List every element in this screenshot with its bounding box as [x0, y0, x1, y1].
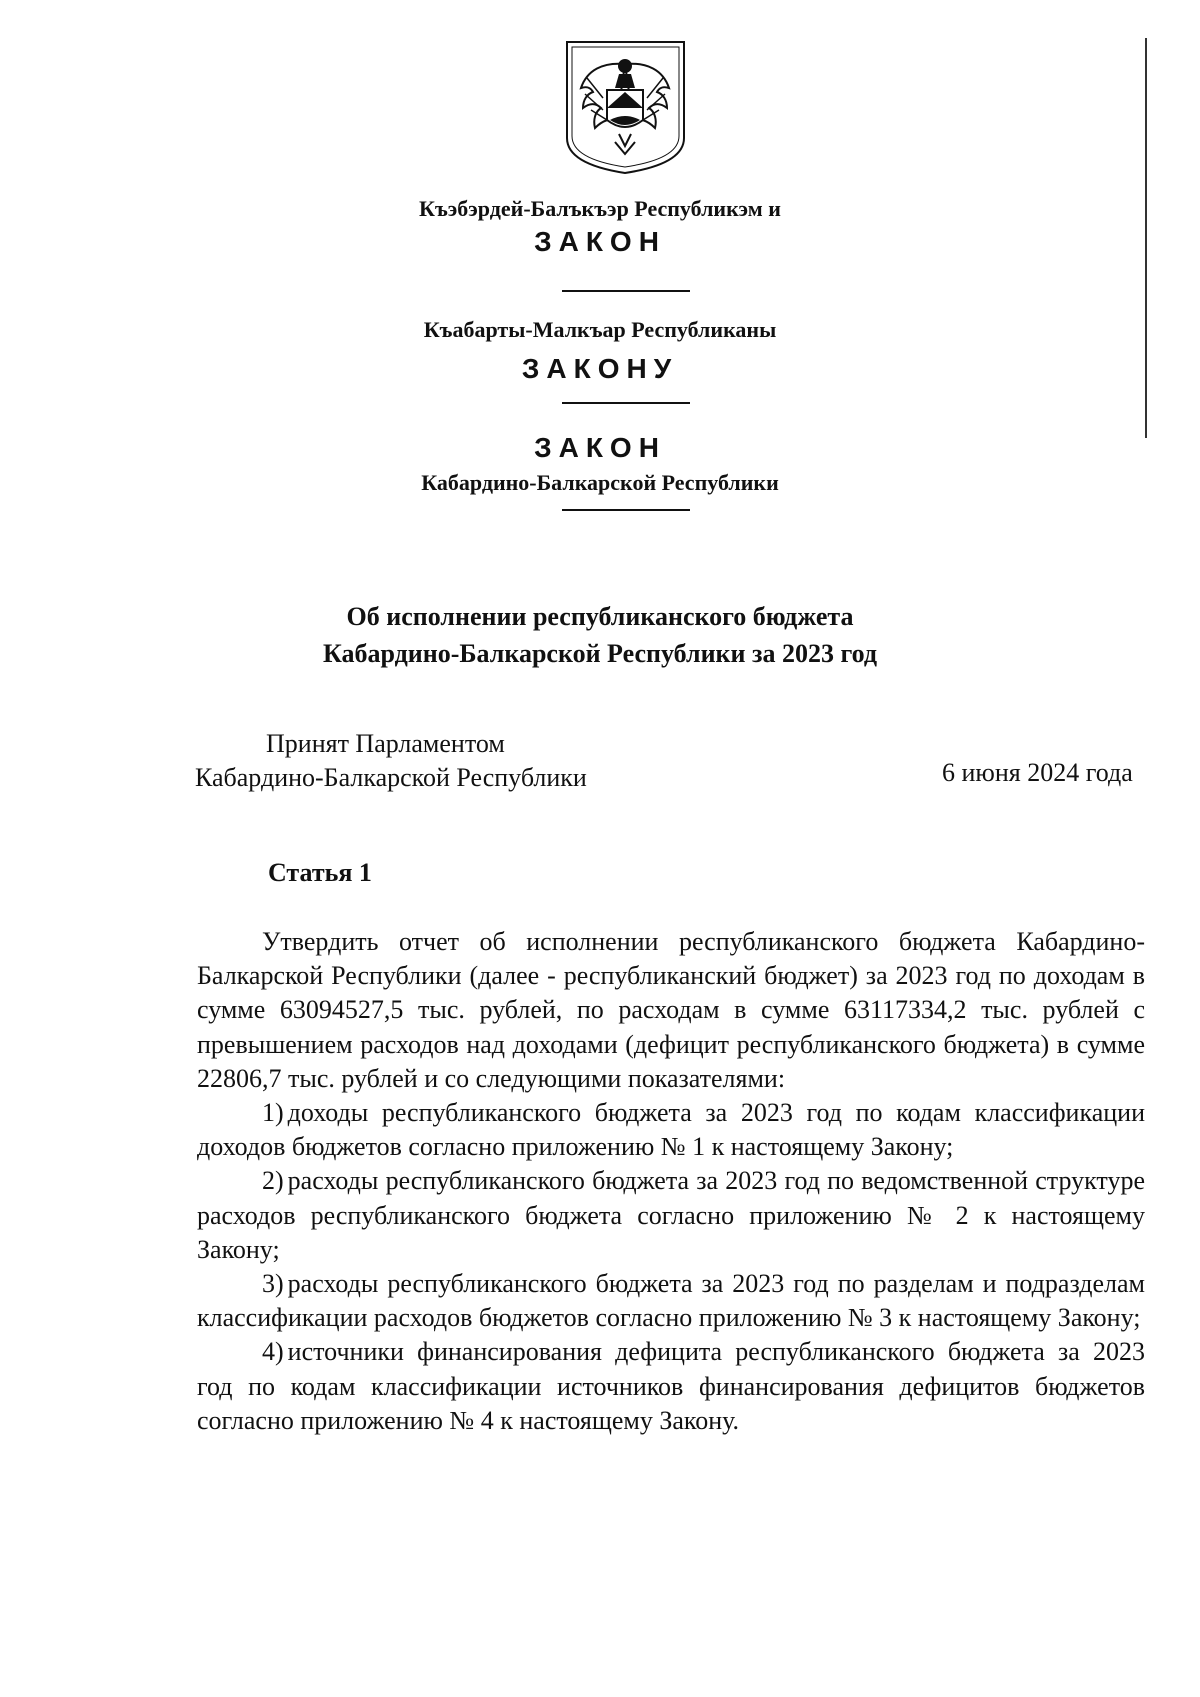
- list-item-number: 2): [262, 1166, 284, 1196]
- law-title-line: Кабардино-Балкарской Республики за 2023 год: [322, 639, 878, 668]
- article-heading: Статья 1: [268, 858, 372, 887]
- list-item-number: 1): [262, 1098, 284, 1128]
- russian-republic-name: Кабардино-Балкарской Республики: [421, 470, 779, 495]
- kabardian-law-heading: ЗАКОН: [534, 226, 666, 257]
- balkar-republic-name: Къабарты-Малкъар Республиканы: [423, 317, 777, 342]
- list-item-number: 4): [262, 1337, 284, 1367]
- list-item-text: доходы республиканского бюджета за 2023 год по кодам классификации доходов бюджетов согласно приложению № 1 к настоящему Закону;: [197, 1098, 1145, 1162]
- kabardian-republic-name: Къэбэрдей-Балъкъэр Республикэм и: [419, 196, 781, 221]
- divider-line: [562, 402, 690, 404]
- adoption-date: 6 июня 2024 года: [942, 758, 1133, 787]
- law-title-line: Об исполнении республиканского бюджета: [346, 602, 854, 631]
- list-item: [197, 1267, 1145, 1335]
- law-title: [0, 598, 1200, 672]
- list-item: [197, 1164, 1145, 1267]
- adopted-by-parliament: Кабардино-Балкарской Республики: [195, 763, 587, 792]
- list-item: [197, 1096, 1145, 1164]
- list-item-text: расходы республиканского бюджета за 2023 год по разделам и подразделам классификации расходов бюджетов согласно приложению № 3 к настоящему Закону;: [197, 1269, 1145, 1333]
- adopted-by-line: Принят Парламентом: [266, 729, 505, 758]
- divider-line: [562, 509, 690, 511]
- balkar-law-heading: ЗАКОНУ: [521, 353, 679, 384]
- list-item-text: расходы республиканского бюджета за 2023 год по ведомственной структуре расходов республиканского бюджета согласно приложению № 2 к настоящему Закону;: [197, 1166, 1145, 1264]
- article-intro: Утвердить отчет об исполнении республиканского бюджета Кабардино-Балкарской Республики (далее - республиканский бюджет) за 2023 год по доходам в сумме 63094527,5 тыс. рублей, по расходам в сумме 63117334,2 тыс. рублей с превышением расходов над доходами (дефицит республиканского бюджета) в сумме 22806,7 тыс. рублей и со следующими показателями:: [197, 927, 1145, 1093]
- divider-line: [562, 290, 690, 292]
- russian-law-heading: ЗАКОН: [534, 432, 666, 463]
- list-item-text: источники финансирования дефицита республиканского бюджета за 2023 год по кодам классификации источников финансирования дефицитов бюджетов согласно приложению № 4 к настоящему Закону.: [197, 1337, 1145, 1435]
- list-item-number: 3): [262, 1269, 284, 1299]
- list-item: [197, 1335, 1145, 1438]
- coat-of-arms-icon: [563, 38, 688, 176]
- article-body: [197, 925, 1145, 1438]
